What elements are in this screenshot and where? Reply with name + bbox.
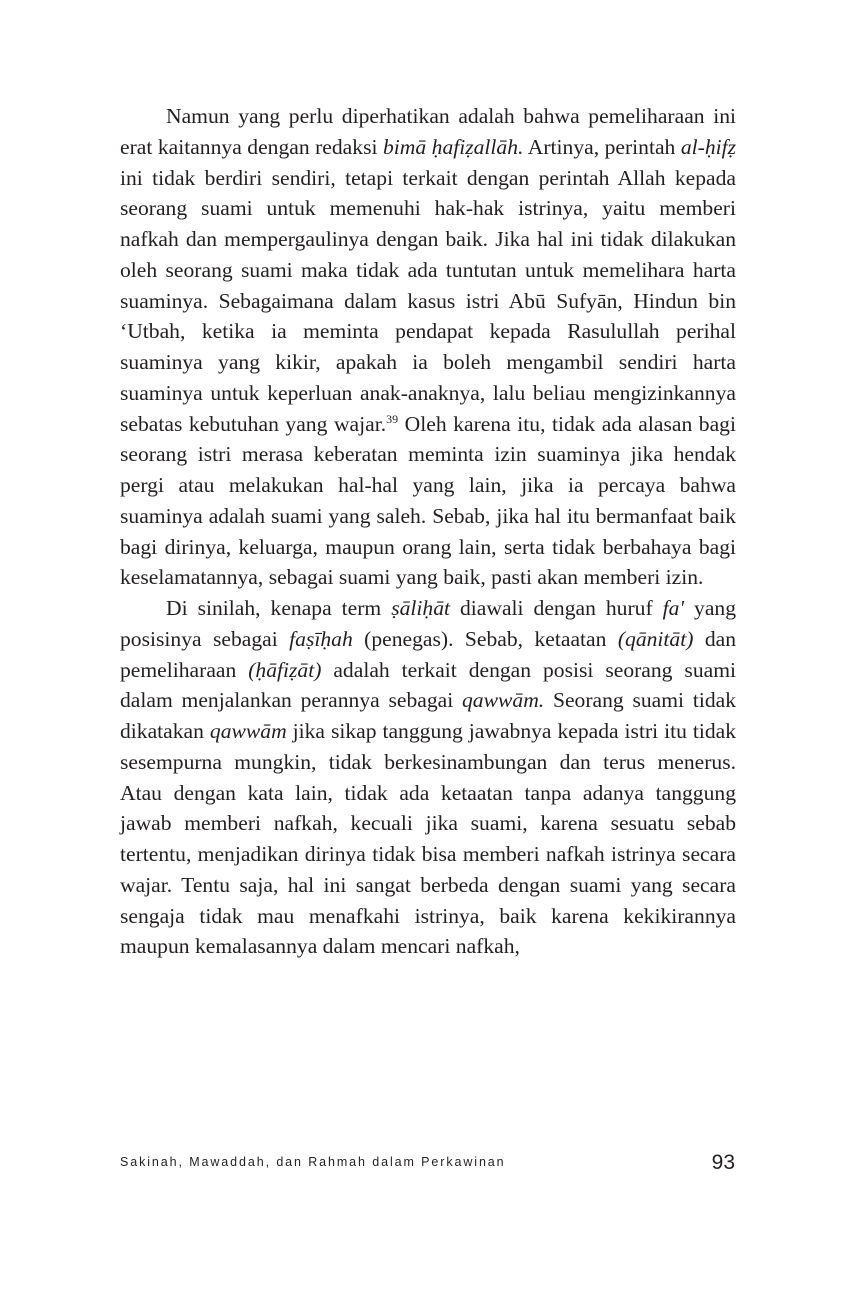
text-run: Seorang suami tidak dikatakan xyxy=(120,688,736,743)
text-run: Artinya, perintah xyxy=(523,134,681,159)
italic-term: ṣāliḥāt xyxy=(391,596,451,620)
italic-term: fa' xyxy=(662,596,685,620)
text-run: dan pemeliharaan xyxy=(120,626,736,682)
text-run: jika sikap tanggung jawabnya kepada istri itu tidak sesempurna mungkin, tidak berkesinambungan dan terus menerus. Atau dengan kata lain, tidak ada ketaatan tanpa adanya tanggung jawab memberi nafkah, kecuali jika suami, karena sesuatu sebab tertentu, menjadikan dirinya tidak bisa memberi nafkah istrinya secara wajar. Tentu saja, hal ini sangat berbeda dengan suami yang secara sengaja tidak mau menafkahi istrinya, baik karena kekikirannya maupun kemalasannya dalam mencari nafkah, xyxy=(120,719,736,959)
page-number: 93 xyxy=(711,1151,735,1174)
text-run: Di sinilah, kenapa term xyxy=(166,596,392,620)
text-run: yang posisinya sebagai xyxy=(120,596,737,651)
text-run: (penegas). Sebab, ketaatan xyxy=(352,626,618,651)
footnote-ref: 39 xyxy=(386,411,399,426)
text-run: diawali dengan huruf xyxy=(450,596,663,620)
italic-term: qawwām. xyxy=(462,688,545,713)
body-text xyxy=(120,101,736,962)
text-run: Oleh karena itu, tidak ada alasan bagi seorang istri merasa keberatan meminta izin suaminya jika hendak pergi atau melakukan hal-hal yang lain, jika ia percaya bahwa suaminya adalah suami yang saleh. Sebab, jika hal itu bermanfaat baik bagi dirinya, keluarga, maupun orang lain, serta tidak berbahaya bagi keselamatannya, sebagai suami yang baik, pasti akan memberi izin. xyxy=(120,411,736,590)
italic-term: bimā ḥafiẓallāh. xyxy=(382,134,524,159)
text-run: Namun yang perlu diperhatikan adalah bahwa pemeliharaan ini erat kaitannya dengan redaksi xyxy=(120,104,736,159)
italic-term: qawwām xyxy=(209,719,287,743)
paragraph-1 xyxy=(120,101,736,593)
running-footer-title: Sakinah, Mawaddah, dan Rahmah dalam Perkawinan xyxy=(120,1155,506,1169)
text-run: adalah terkait dengan posisi seorang suami dalam menjalankan perannya sebagai xyxy=(120,657,736,713)
italic-term: al-ḥifẓ xyxy=(680,134,737,159)
italic-term: faṣīḥah xyxy=(289,626,353,651)
italic-term: (qānitāt) xyxy=(617,626,694,651)
italic-term: (ḥāfiẓāt) xyxy=(248,657,322,682)
paragraph-2 xyxy=(120,593,736,962)
text-run: ini tidak berdiri sendiri, tetapi terkait dengan perintah Allah kepada seorang suami untuk memenuhi hak-hak istrinya, yaitu memberi nafkah dan mempergaulinya dengan baik. Jika hal ini tidak dilakukan oleh seorang suami maka tidak ada tuntutan untuk memelihara harta suaminya. Sebagaimana dalam kasus istri Abū Sufyān, Hindun bin ‘Utbah, ketika ia meminta pendapat kepada Rasulullah perihal suaminya yang kikir, apakah ia boleh mengambil sendiri harta suaminya untuk keperluan anak-anaknya, lalu beliau mengizinkannya sebatas kebutuhan yang wajar. xyxy=(120,165,736,436)
